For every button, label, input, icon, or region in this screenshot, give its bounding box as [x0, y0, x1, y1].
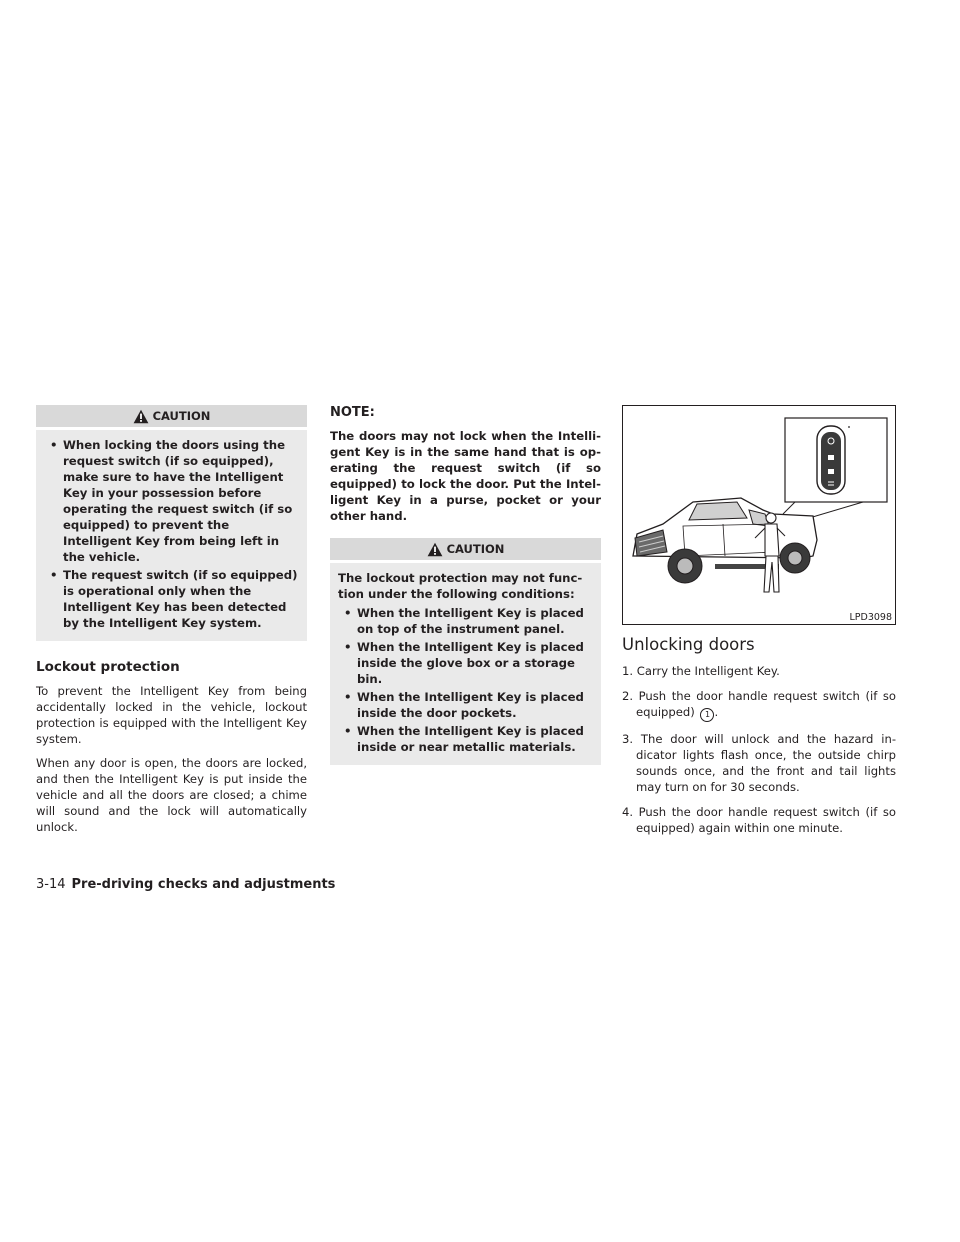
body-paragraph: When any door is open, the doors are locked, and then the Intelligent Key is put inside the vehicle and all the doors are closed; a chime will sound and the lock will automatically unlock. [36, 756, 307, 834]
note-title: NOTE: [330, 405, 375, 420]
warning-icon [133, 409, 149, 424]
truck-illustration [623, 406, 895, 624]
figure-label: LPD3098 [849, 612, 892, 623]
caution-bullet: • When the Intelligent Key is placed inside the door pockets. [338, 689, 593, 721]
section-heading: Lockout protection [36, 659, 180, 675]
step-text: 2. Push the door handle request switch (if so equipped) [622, 689, 896, 719]
step-item [622, 688, 896, 722]
page-number: 3-14 [36, 877, 66, 892]
caution-header [36, 405, 307, 427]
left-column [36, 405, 307, 843]
right-column [622, 405, 896, 845]
step-end: . [714, 705, 719, 719]
truck-key-illustration [622, 405, 896, 625]
step-item: 4. Push the door handle request switch (if so equipped) again within one minute. [622, 805, 896, 835]
note-text: The doors may not lock when the Intelligent Key is in the same hand that is operating the request switch (if so equipped) to lock the door. Put the Intelligent Key in a purse, pocket or your other hand. [330, 429, 601, 523]
chapter-title: Pre-driving checks and adjustments [71, 877, 336, 892]
caution-bullet: • The request switch (if so equipped) is operational only when the Intelligent Key has been detected by the Intelligent Key system. [44, 567, 299, 631]
caution-bullet: • When the Intelligent Key is placed inside the glove box or a storage bin. [338, 639, 593, 687]
warning-icon [427, 542, 443, 557]
body-paragraph: To prevent the Intelligent Key from being accidentally locked in the vehicle, lockout protection is equipped with the Intelligent Key system. [36, 684, 307, 746]
caution-title: CAUTION [152, 409, 211, 423]
step-item: 3. The door will unlock and the hazard indicator lights flash once, the outside chirp sounds once, and the front and tail lights may turn on for 30 seconds. [622, 732, 896, 794]
page-footer [36, 877, 335, 892]
caution-title: CAUTION [446, 542, 505, 556]
callout-number-icon: 1 [700, 708, 714, 722]
caution-bullet: • When the Intelligent Key is placed inside or near metallic materials. [338, 723, 593, 755]
caution-box [36, 430, 307, 641]
caution-bullet: • When locking the doors using the request switch (if so equipped), make sure to have the Intelligent Key in your possession before operating the request switch (if so equipped) to prevent the Intelligent Key from being left in the vehicle. [44, 437, 299, 565]
caution-header [330, 538, 601, 560]
caution-box [330, 563, 601, 765]
section-heading: Unlocking doors [622, 635, 755, 654]
middle-column [330, 405, 601, 765]
step-item: 1. Carry the Intelligent Key. [622, 664, 780, 678]
caution-bullet: • When the Intelligent Key is placed on top of the instrument panel. [338, 605, 593, 637]
caution-lead: The lockout protection may not function under the following conditions: [338, 571, 583, 601]
